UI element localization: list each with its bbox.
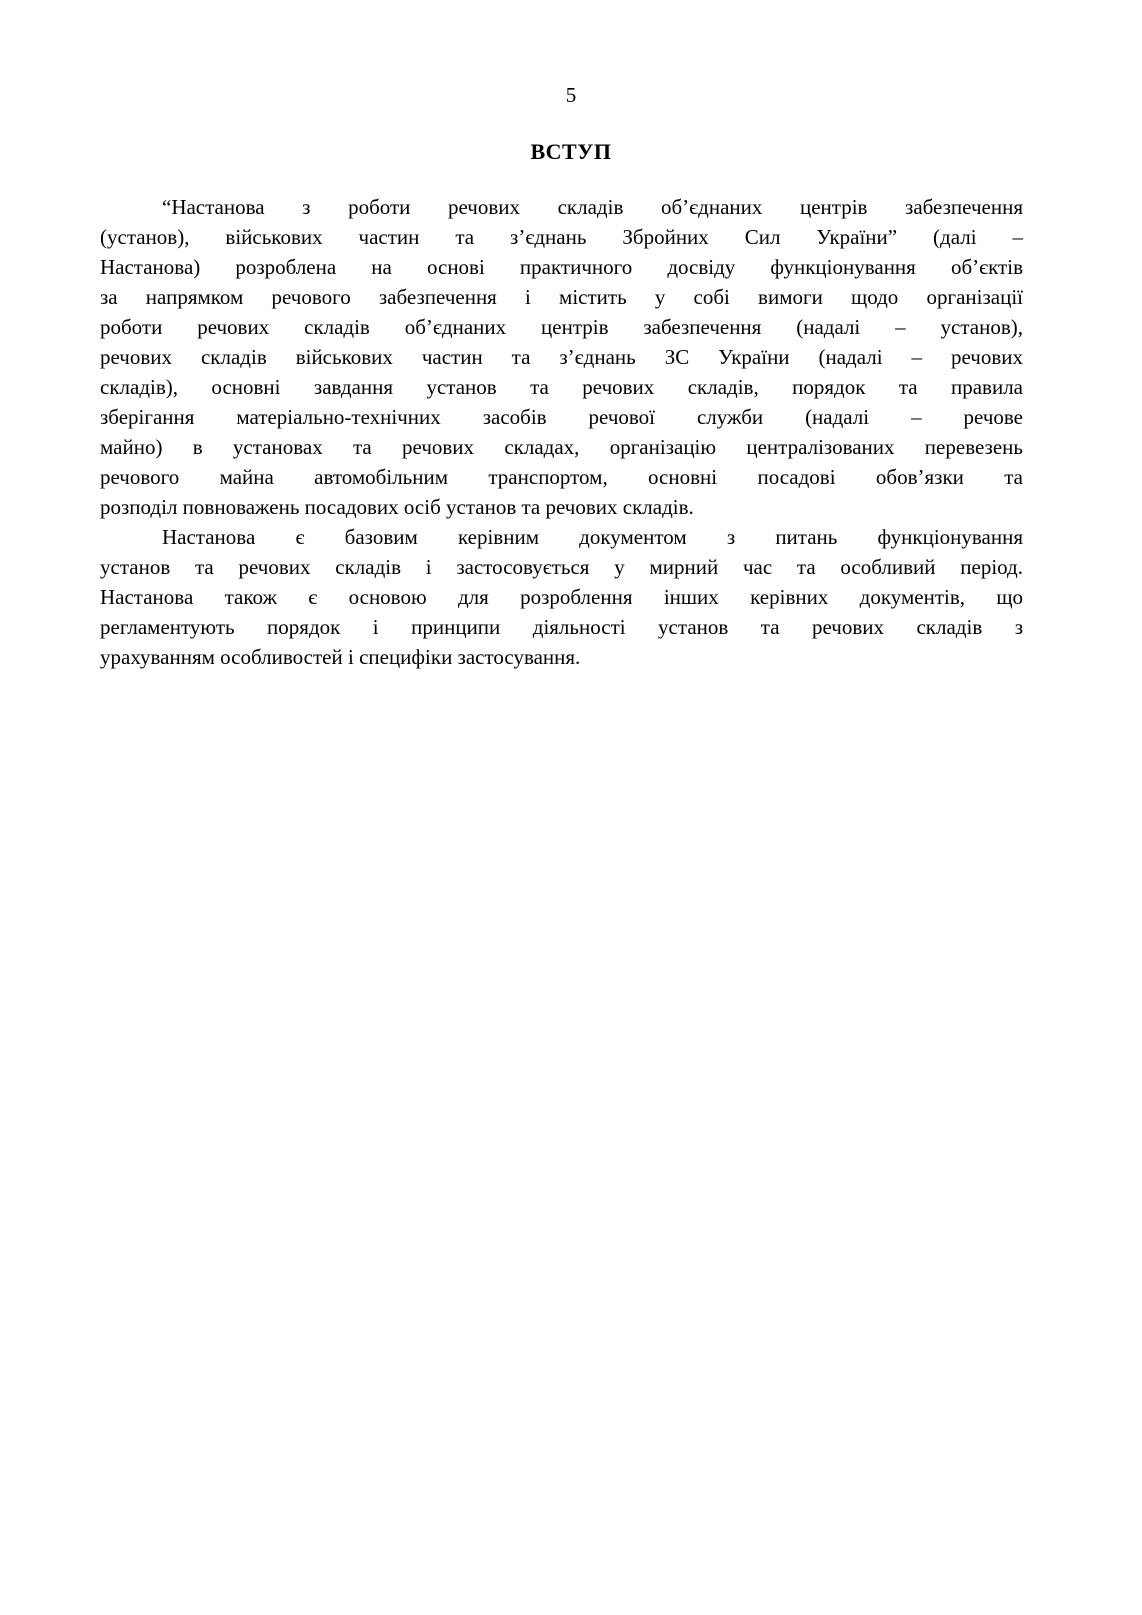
text-line: за напрямком речового забезпечення і містить у собі вимоги щодо організації bbox=[100, 285, 1023, 309]
text-line: речових складів військових частин та з’єднань ЗС України (надалі – речових bbox=[100, 345, 1023, 369]
document-title: ВСТУП bbox=[530, 139, 612, 164]
text-line: розподіл повноважень посадових осіб установ та речових складів. bbox=[100, 495, 694, 519]
text-line: “Настанова з роботи речових складів об’єднаних центрів забезпечення bbox=[162, 195, 1023, 219]
page-number: 5 bbox=[565, 83, 577, 107]
text-line: майно) в установах та речових складах, організацію централізованих перевезень bbox=[100, 435, 1023, 459]
text-line: установ та речових складів і застосовується у мирний час та особливий період. bbox=[100, 555, 1023, 579]
text-line: зберігання матеріально-технічних засобів речової служби (надалі – речове bbox=[100, 405, 1023, 429]
paragraph-2 bbox=[100, 522, 1023, 672]
text-line: Настанова) розроблена на основі практичного досвіду функціонування об’єктів bbox=[100, 255, 1023, 279]
document-body bbox=[100, 192, 1023, 672]
paragraph-1 bbox=[100, 192, 1023, 522]
text-line: урахуванням особливостей і специфіки застосування. bbox=[100, 645, 581, 669]
text-line: складів), основні завдання установ та речових складів, порядок та правила bbox=[100, 375, 1023, 399]
text-line: Настанова також є основою для розроблення інших керівних документів, що bbox=[100, 585, 1023, 609]
text-line: речового майна автомобільним транспортом, основні посадові обов’язки та bbox=[100, 465, 1023, 489]
text-line: (установ), військових частин та з’єднань Збройних Сил України” (далі – bbox=[100, 225, 1023, 249]
text-line: Настанова є базовим керівним документом з питань функціонування bbox=[162, 525, 1023, 549]
text-line: регламентують порядок і принципи діяльності установ та речових складів з bbox=[100, 615, 1023, 639]
text-line: роботи речових складів об’єднаних центрів забезпечення (надалі – установ), bbox=[100, 315, 1023, 339]
